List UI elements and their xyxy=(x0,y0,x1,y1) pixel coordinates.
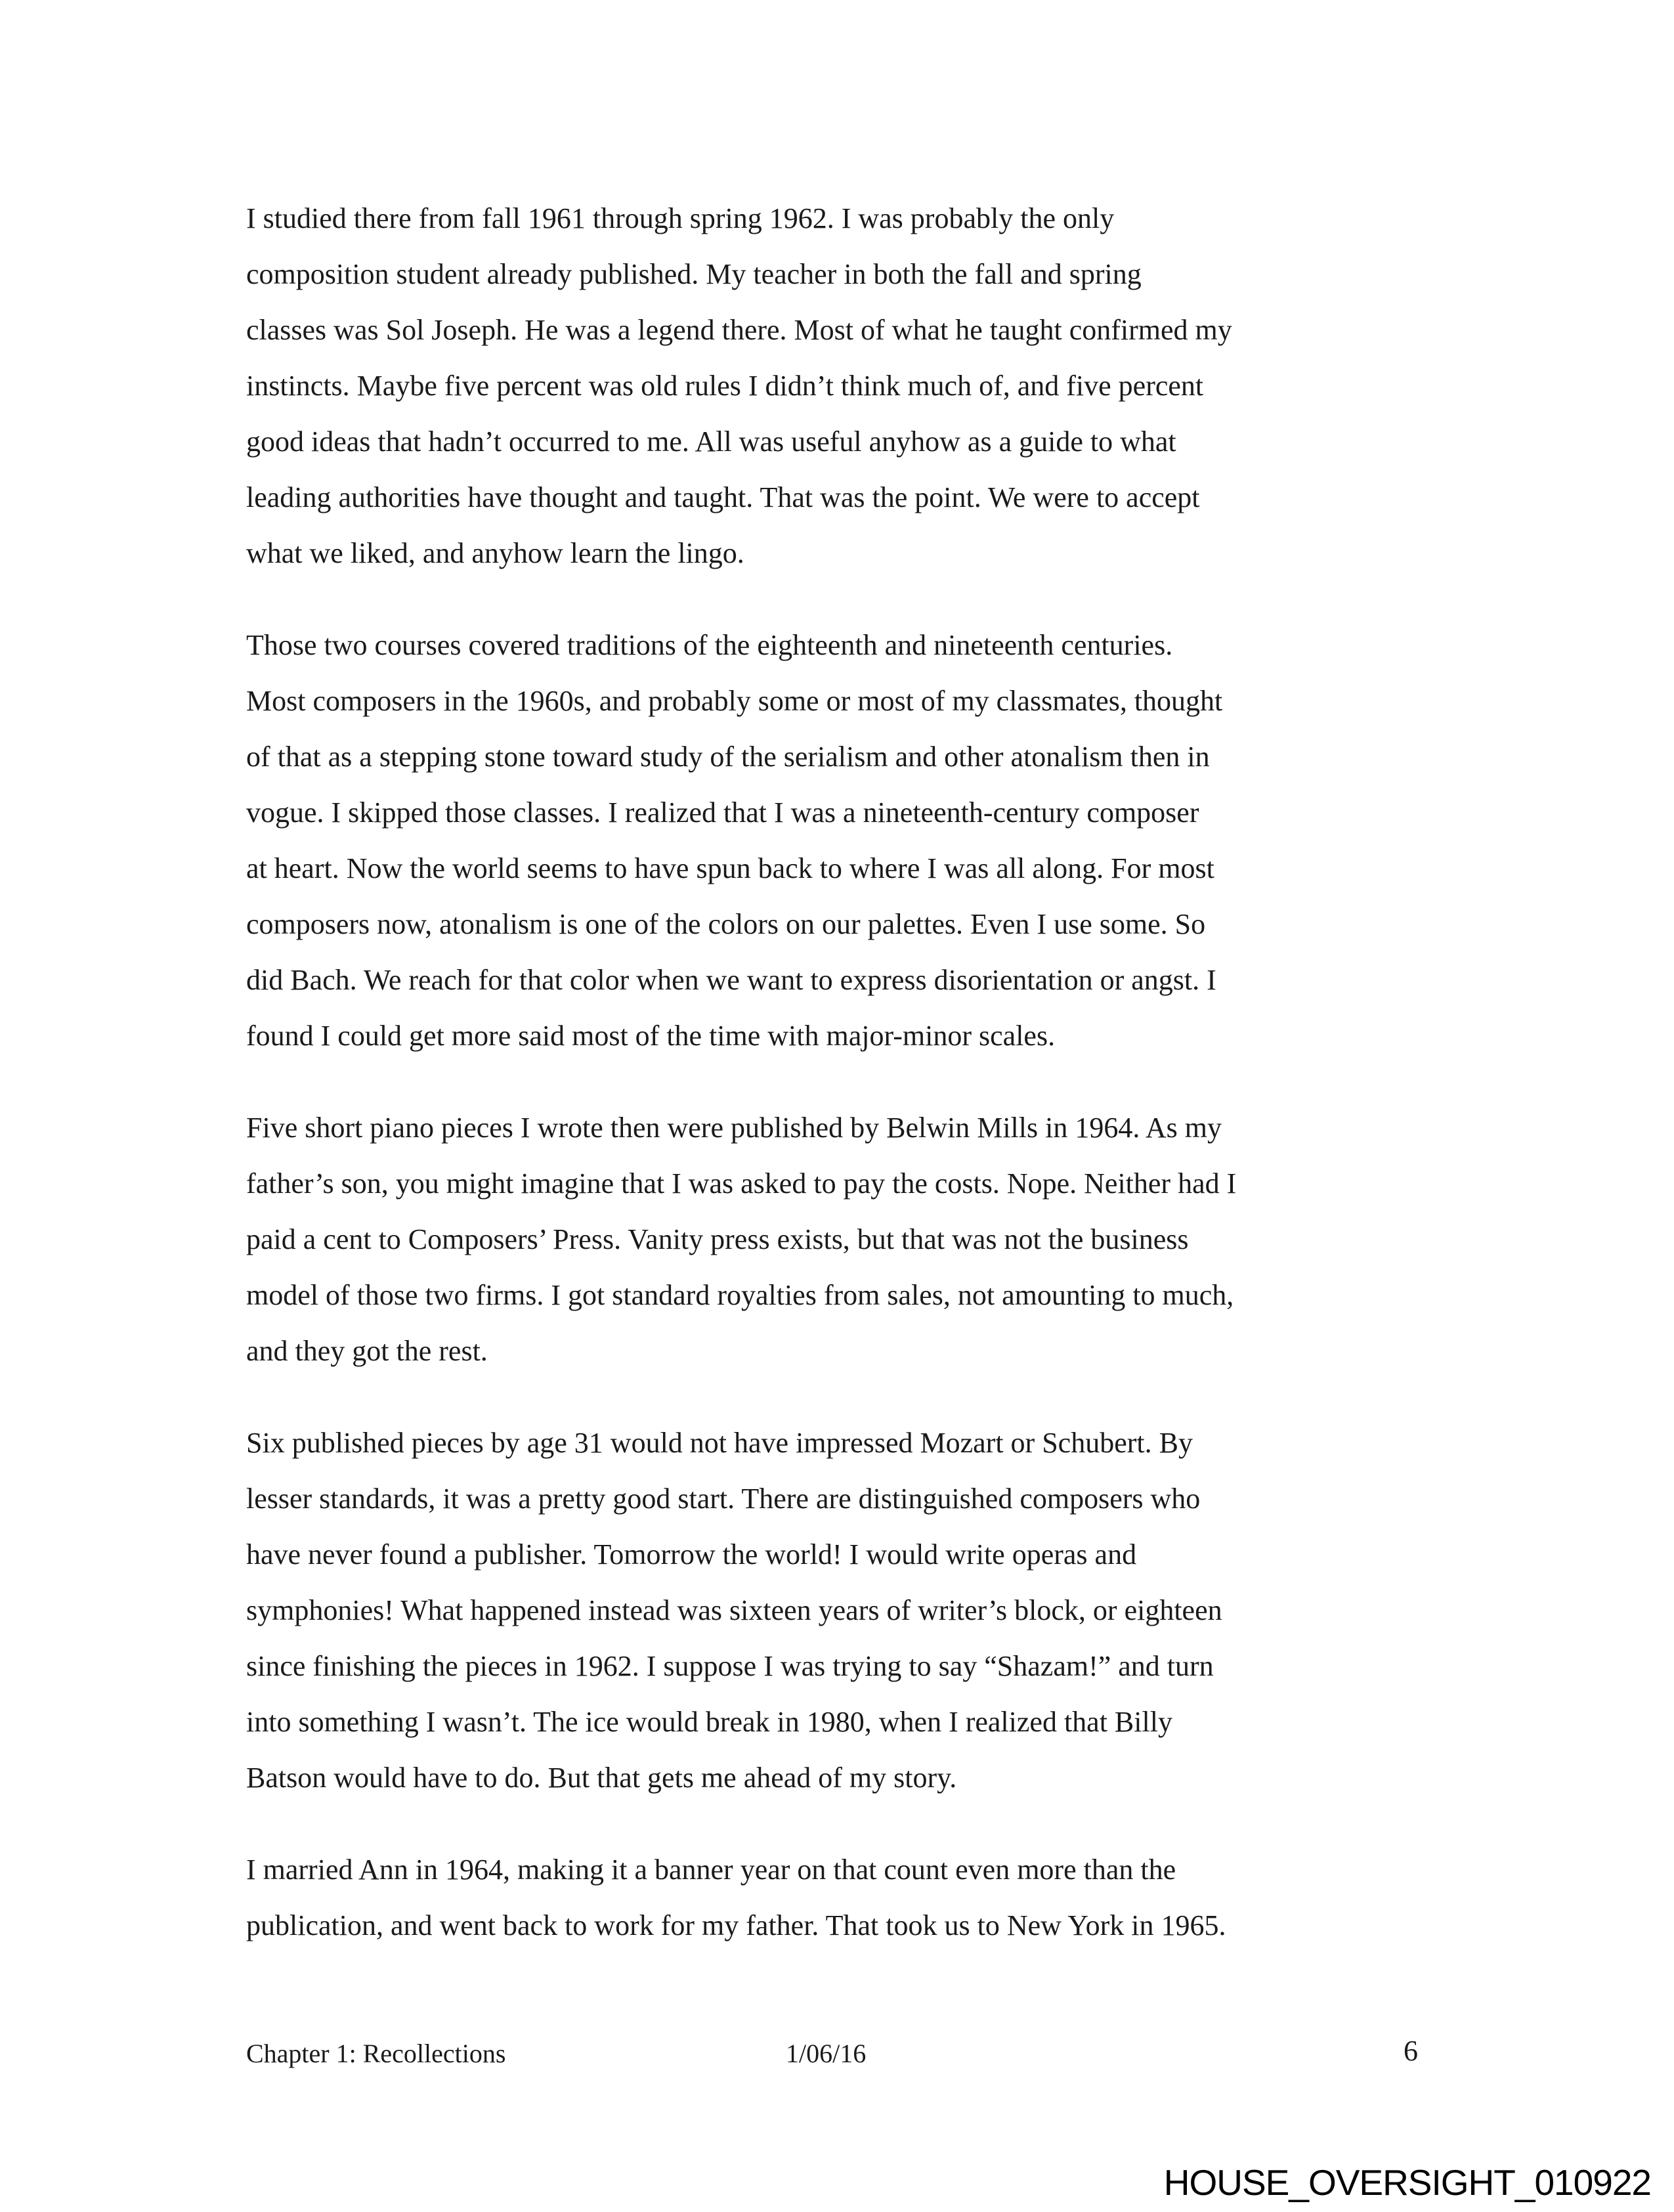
text-line: at heart. Now the world seems to have spun back to where I was all along. For most xyxy=(246,852,1214,884)
text-line: good ideas that hadn’t occurred to me. All was useful anyhow as a guide to what xyxy=(246,425,1176,458)
text-line: Five short piano pieces I wrote then were published by Belwin Mills in 1964. As my xyxy=(246,1112,1222,1144)
text-line: I studied there from fall 1961 through spring 1962. I was probably the only xyxy=(246,202,1115,234)
text-line: publication, and went back to work for my father. That took us to New York in 1965. xyxy=(246,1909,1226,1941)
paragraph xyxy=(246,1415,1438,1806)
text-line: model of those two firms. I got standard royalties from sales, not amounting to much, xyxy=(246,1279,1234,1311)
text-line: instincts. Maybe five percent was old rules I didn’t think much of, and five percent xyxy=(246,370,1204,402)
page-footer xyxy=(246,2034,1418,2073)
text-line: lesser standards, it was a pretty good start. There are distinguished composers who xyxy=(246,1483,1201,1515)
text-line: Six published pieces by age 31 would not have impressed Mozart or Schubert. By xyxy=(246,1427,1193,1459)
text-line: paid a cent to Composers’ Press. Vanity press exists, but that was not the business xyxy=(246,1223,1189,1255)
footer-chapter-title: Chapter 1: Recollections xyxy=(246,2039,506,2068)
text-line: have never found a publisher. Tomorrow the world! I would write operas and xyxy=(246,1538,1137,1571)
document-body xyxy=(246,190,1438,1989)
text-line: did Bach. We reach for that color when we want to express disorientation or angst. I xyxy=(246,964,1216,996)
text-line: Batson would have to do. But that gets me ahead of my story. xyxy=(246,1762,957,1794)
text-line: composers now, atonalism is one of the colors on our palettes. Even I use some. So xyxy=(246,908,1206,940)
text-line: Most composers in the 1960s, and probably some or most of my classmates, thought xyxy=(246,685,1223,717)
text-line: composition student already published. My teacher in both the fall and spring xyxy=(246,258,1142,290)
text-line: of that as a stepping stone toward study of the serialism and other atonalism then in xyxy=(246,741,1210,773)
footer-date: 1/06/16 xyxy=(786,2039,867,2068)
text-line: leading authorities have thought and taught. That was the point. We were to accept xyxy=(246,481,1200,513)
text-line: symphonies! What happened instead was sixteen years of writer’s block, or eighteen xyxy=(246,1594,1222,1626)
text-line: and they got the rest. xyxy=(246,1335,488,1367)
text-line: into something I wasn’t. The ice would break in 1980, when I realized that Billy xyxy=(246,1706,1172,1738)
text-line: I married Ann in 1964, making it a banner year on that count even more than the xyxy=(246,1854,1176,1886)
text-line: Those two courses covered traditions of the eighteenth and nineteenth centuries. xyxy=(246,629,1173,661)
text-line: father’s son, you might imagine that I was asked to pay the costs. Nope. Neither had I xyxy=(246,1167,1237,1200)
text-line: what we liked, and anyhow learn the lingo. xyxy=(246,537,744,569)
paragraph xyxy=(246,190,1438,581)
paragraph xyxy=(246,617,1438,1064)
paragraph xyxy=(246,1842,1438,1953)
text-line: found I could get more said most of the time with major-minor scales. xyxy=(246,1020,1056,1052)
bates-stamp: HOUSE_OVERSIGHT_010922 xyxy=(1163,2162,1651,2203)
text-line: since finishing the pieces in 1962. I suppose I was trying to say “Shazam!” and turn xyxy=(246,1650,1214,1682)
paragraph xyxy=(246,1100,1438,1379)
footer-page-number: 6 xyxy=(1404,2035,1418,2067)
text-line: vogue. I skipped those classes. I realized that I was a nineteenth-century composer xyxy=(246,796,1199,829)
text-line: classes was Sol Joseph. He was a legend there. Most of what he taught confirmed my xyxy=(246,314,1232,346)
